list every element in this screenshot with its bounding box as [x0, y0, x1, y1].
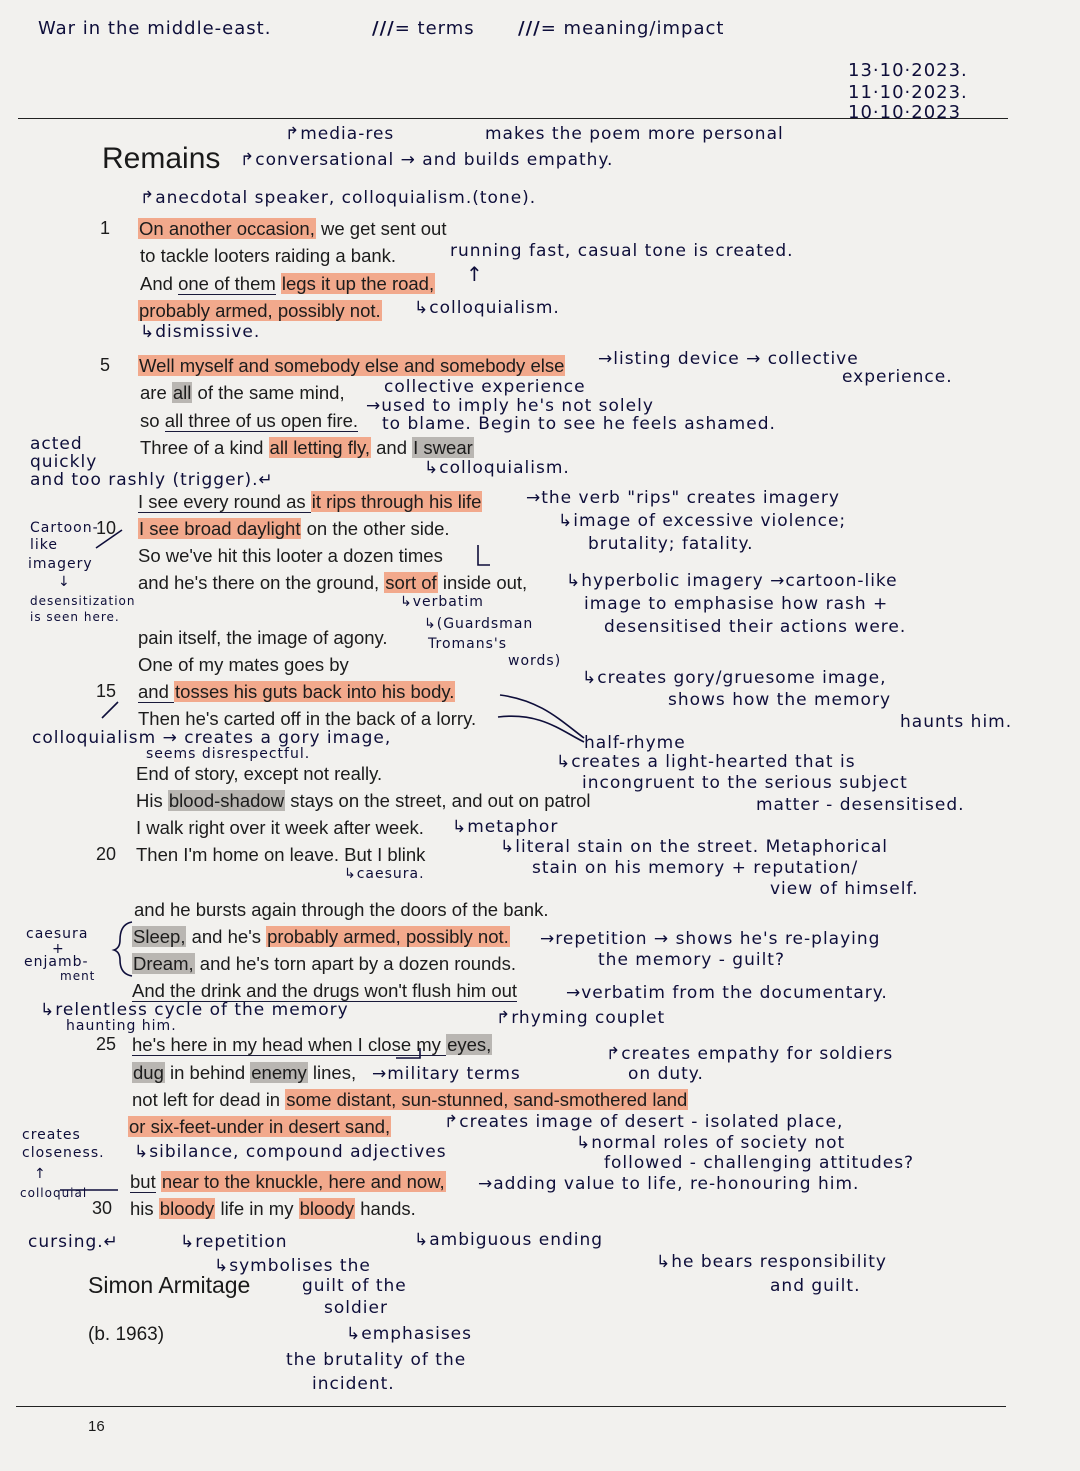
note-guilt: and guilt.	[770, 1276, 861, 1296]
note-colloquialism-3: colloquialism → creates a gory image,	[32, 728, 392, 748]
brace-caesura	[114, 922, 132, 976]
poem-line: I see every round as it rips through his life	[138, 491, 482, 512]
poem-line: pain itself, the image of agony.	[138, 627, 388, 648]
note-dismissive: ↳dismissive.	[140, 322, 261, 342]
note-repetition-2: ↳repetition	[180, 1232, 288, 1252]
author-dob: (b. 1963)	[88, 1324, 165, 1345]
poem-line: or six-feet-under in desert sand,	[129, 1116, 391, 1137]
line-number: 30	[92, 1198, 113, 1218]
note-duty: on duty.	[628, 1064, 704, 1084]
poem-line: Sleep, and he's probably armed, possibly not.	[133, 926, 509, 947]
note-collective-experience: collective experience	[384, 377, 586, 397]
note-image-emphasise: image to emphasise how rash +	[584, 594, 889, 614]
note-military-terms: →military terms	[372, 1064, 521, 1084]
note-cursing: cursing.↵	[28, 1232, 119, 1252]
connector-dozen	[478, 545, 490, 565]
note-colloquial-small: colloquial	[20, 1186, 88, 1200]
note-shows-memory: shows how the memory	[668, 690, 892, 710]
poem-line: dug in behind enemy lines,	[133, 1062, 357, 1083]
note-repetition: →repetition → shows he's re-playing	[540, 929, 881, 949]
key-meaning: ///= meaning/impact	[518, 18, 725, 39]
poem-line: One of my mates goes by	[138, 654, 349, 675]
note-symbolises: ↳symbolises the	[214, 1256, 371, 1276]
poem-line: he's here in my head when I close my eyes,	[132, 1034, 492, 1055]
note-imagery-left: imagery	[28, 556, 93, 572]
note-bears-responsibility: ↳he bears responsibility	[656, 1252, 887, 1272]
poem-author: Simon Armitage	[88, 1272, 251, 1298]
topic-heading: War in the middle-east.	[38, 18, 272, 39]
line-number: 5	[100, 355, 111, 375]
note-arrow-up: ↑	[466, 262, 484, 286]
note-cartoon: Cartoon-	[30, 520, 99, 536]
note-media-res: ↱media-res	[285, 124, 395, 144]
note-ment: ment	[60, 969, 96, 983]
line-number: 15	[96, 681, 117, 701]
poem-line: Three of a kind all letting fly, and I swear	[140, 437, 473, 458]
note-creates-left: creates	[22, 1127, 81, 1143]
note-desensitization: desensitization	[30, 594, 136, 608]
poem-line: Then I'm home on leave. But I blink	[136, 844, 426, 865]
note-plus: +	[52, 941, 65, 957]
note-words: words)	[508, 653, 562, 669]
poem-line: and tosses his guts back into his body.	[138, 681, 455, 702]
note-hyperbolic: ↳hyperbolic imagery →cartoon-like	[566, 571, 898, 591]
note-normal-roles: ↳normal roles of society not	[576, 1133, 846, 1153]
poem-title: Remains	[102, 142, 221, 175]
line-number: 10	[96, 518, 117, 538]
note-haunting: haunting him.	[66, 1018, 177, 1034]
date-3: 10·10·2023	[848, 102, 962, 123]
key-terms: ///= terms	[372, 18, 475, 39]
note-haunts: haunts him.	[900, 712, 1013, 732]
poem-line: not left for dead in some distant, sun-stunned, sand-smothered land	[132, 1089, 688, 1110]
poem-line: but near to the knuckle, here and now,	[130, 1171, 445, 1192]
poem-line: Well myself and somebody else and somebody else	[139, 355, 565, 376]
connector-line-15	[102, 702, 118, 718]
note-experience: experience.	[842, 367, 953, 387]
poem-line: On another occasion, we get sent out	[139, 218, 447, 239]
poem-line: I walk right over it week after week.	[136, 817, 424, 838]
note-metaphor: ↳metaphor	[452, 817, 559, 837]
poem-line: Dream, and he's torn apart by a dozen rounds.	[133, 953, 516, 974]
line-number: 1	[100, 218, 111, 238]
note-gory-gruesome: ↳creates gory/gruesome image,	[582, 668, 887, 688]
note-anecdotal: ↱anecdotal speaker, colloquialism.(tone).	[140, 188, 537, 208]
note-half-rhyme: half-rhyme	[584, 733, 686, 753]
note-relentless: ↳relentless cycle of the memory	[40, 1000, 349, 1020]
note-image-excessive: ↳image of excessive violence;	[558, 511, 847, 531]
note-used: →used to imply he's not solely	[366, 396, 654, 416]
poem-line: his bloody life in my bloody hands.	[130, 1198, 416, 1219]
poem-line: and he bursts again through the doors of the bank.	[134, 899, 549, 920]
note-blame: to blame. Begin to see he feels ashamed.	[382, 414, 776, 434]
note-closeness: closeness.	[22, 1145, 105, 1161]
note-down-arrow: ↓	[58, 574, 71, 590]
note-sibilance: ↳sibilance, compound adjectives	[134, 1142, 447, 1162]
line-number: 25	[96, 1034, 117, 1054]
note-colloquialism-1: ↳colloquialism.	[414, 298, 560, 318]
note-verbatim-1: ↳verbatim	[400, 594, 484, 610]
connector-line-10	[96, 530, 122, 548]
date-1: 13·10·2023.	[848, 60, 968, 81]
line-number: 20	[96, 844, 117, 864]
note-personal: makes the poem more personal	[485, 124, 784, 144]
note-conversational: ↱conversational → and builds empathy.	[240, 150, 614, 170]
note-desert-image: ↱creates image of desert - isolated place,	[444, 1112, 844, 1132]
poem-line: Then he's carted off in the back of a lorry.	[138, 708, 477, 729]
note-incongruent: incongruent to the serious subject	[582, 773, 908, 793]
poem-line: and he's there on the ground, sort of inside out,	[138, 572, 528, 593]
note-literal: ↳literal stain on the street. Metaphorical	[500, 837, 888, 857]
poem-line: So we've hit this looter a dozen times	[138, 545, 443, 566]
note-acted: acted	[30, 434, 83, 454]
note-rashly: and too rashly (trigger).↵	[30, 470, 274, 490]
poem-line: so all three of us open fire.	[140, 410, 359, 431]
poem-line: End of story, except not really.	[136, 763, 383, 784]
note-guardsman: ↳(Guardsman	[424, 616, 534, 632]
note-light-hearted: ↳creates a light-hearted that is	[556, 752, 856, 772]
note-incident: incident.	[312, 1374, 395, 1394]
note-rhyming-couplet: ↱rhyming couplet	[496, 1008, 666, 1028]
note-guilt-of: guilt of the	[302, 1276, 407, 1296]
note-stain-memory: stain on his memory + reputation/	[532, 858, 859, 878]
note-memory-guilt: the memory - guilt?	[598, 950, 785, 970]
connector-couplet	[396, 1048, 420, 1058]
poem-line: to tackle looters raiding a bank.	[140, 245, 397, 266]
note-like: like	[30, 537, 59, 553]
note-disrespectful: seems disrespectful.	[146, 746, 311, 762]
note-desensitised: desensitised their actions were.	[604, 617, 907, 637]
note-challenging: followed - challenging attitudes?	[604, 1153, 915, 1173]
page-number: 16	[88, 1418, 105, 1435]
note-brutality-of: the brutality of the	[286, 1350, 467, 1370]
poem-line: And the drink and the drugs won't flush him out	[132, 980, 518, 1001]
poem-line: And one of them legs it up the road,	[140, 273, 435, 294]
note-brutality: brutality; fatality.	[588, 534, 754, 554]
poem-line: I see broad daylight on the other side.	[139, 518, 450, 539]
note-soldier: soldier	[324, 1298, 388, 1318]
note-quickly: quickly	[30, 452, 98, 472]
note-up-arrow-2: ↑	[34, 1166, 47, 1182]
poem-line: probably armed, possibly not.	[139, 300, 381, 321]
note-running: running fast, casual tone is created.	[450, 241, 794, 261]
note-verb-rips: →the verb "rips" creates imagery	[526, 488, 840, 508]
date-2: 11·10·2023.	[848, 82, 968, 103]
note-tromans: Tromans's	[428, 636, 508, 652]
note-colloquialism-2: ↳colloquialism.	[424, 458, 570, 478]
poem-line: are all of the same mind,	[140, 382, 345, 403]
note-matter: matter - desensitised.	[756, 795, 965, 815]
note-ambiguous-ending: ↳ambiguous ending	[414, 1230, 604, 1250]
hatch-icon: ///	[372, 18, 395, 39]
note-listing: →listing device → collective	[598, 349, 859, 369]
note-view-himself: view of himself.	[770, 879, 919, 899]
note-caesura-2: caesura	[26, 926, 89, 942]
note-caesura-1: ↳caesura.	[344, 866, 425, 882]
connector-lorry	[498, 716, 584, 742]
note-verbatim-documentary: →verbatim from the documentary.	[566, 983, 888, 1003]
note-emphasises: ↳emphasises	[346, 1324, 472, 1344]
note-enjambment: enjamb-	[24, 954, 89, 970]
note-empathy-soldiers: ↱creates empathy for soldiers	[606, 1044, 894, 1064]
hatch-icon: ///	[518, 18, 541, 39]
poem-line: His blood-shadow stays on the street, and out on patrol	[136, 790, 591, 811]
note-adding-value: →adding value to life, re-honouring him.	[478, 1174, 860, 1194]
note-seen-here: is seen here.	[30, 610, 120, 624]
